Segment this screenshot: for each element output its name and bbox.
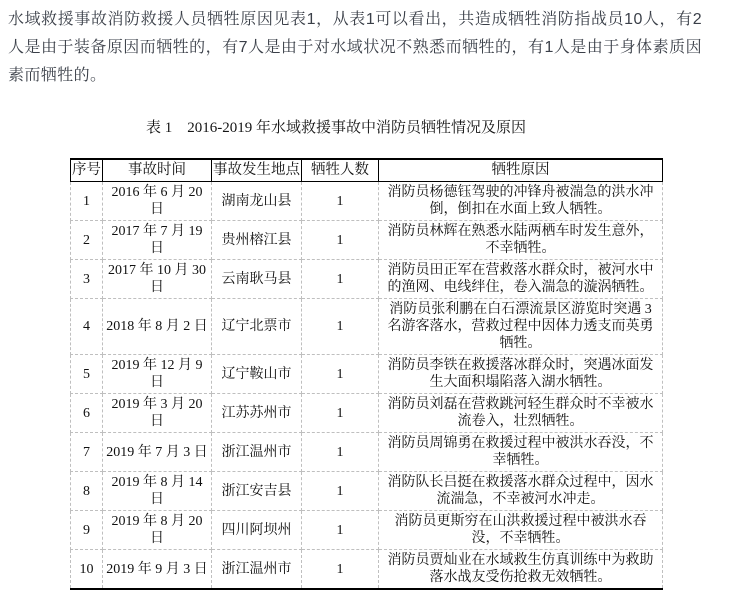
cell-time: 2016 年 6 月 20 日: [103, 182, 212, 221]
cell-index: 9: [71, 511, 103, 550]
table-row: [71, 394, 663, 433]
cell-location: 贵州榕江县: [212, 221, 302, 260]
cell-index: 1: [71, 182, 103, 221]
cell-cause: 消防员田正军在营救落水群众时，被河水中的渔网、电线绊住，卷入湍急的漩涡牺牲。: [379, 260, 663, 299]
cell-location: 辽宁北票市: [212, 299, 302, 355]
cell-deaths: 1: [302, 355, 379, 394]
cell-location: 辽宁鞍山市: [212, 355, 302, 394]
table-row: [71, 299, 663, 355]
table-row: [71, 472, 663, 511]
cell-location: 云南耿马县: [212, 260, 302, 299]
intro-paragraph: 水域救援事故消防救援人员牺牲原因见表1，从表1可以看出，共造成牺牲消防指战员10人，有2人是由于装备原因而牺牲的，有7人是由于对水域状况不熟悉而牺牲的，有1人是由于身体素质因素而牺牲的。: [8, 11, 702, 84]
cell-location: 江苏苏州市: [212, 394, 302, 433]
cell-deaths: 1: [302, 221, 379, 260]
cell-location: 湖南龙山县: [212, 182, 302, 221]
cell-cause: 消防员贾灿业在水域救生仿真训练中为救助落水战友受伤抢救无效牺牲。: [379, 550, 663, 590]
cell-index: 8: [71, 472, 103, 511]
col-header-index: 序号: [71, 159, 103, 182]
header-row: [71, 159, 663, 182]
cell-index: 7: [71, 433, 103, 472]
cell-cause: 消防员周锦勇在救援过程中被洪水吞没，不幸牺牲。: [379, 433, 663, 472]
cell-index: 3: [71, 260, 103, 299]
col-header-cause: 牺牲原因: [379, 159, 663, 182]
cell-deaths: 1: [302, 260, 379, 299]
cell-cause: 消防员张利鹏在白石漂流景区游览时突遇 3 名游客落水，营救过程中因体力透支而英勇牺牲。: [379, 299, 663, 355]
table-row: [71, 182, 663, 221]
cell-cause: 消防员更斯穷在山洪救援过程中被洪水吞没，不幸牺牲。: [379, 511, 663, 550]
table-row: [71, 433, 663, 472]
cell-time: 2019 年 8 月 14 日: [103, 472, 212, 511]
cell-cause: 消防员林辉在熟悉水陆两栖车时发生意外，不幸牺牲。: [379, 221, 663, 260]
cell-deaths: 1: [302, 433, 379, 472]
table-row: [71, 550, 663, 590]
cell-deaths: 1: [302, 472, 379, 511]
cell-location: 四川阿坝州: [212, 511, 302, 550]
table-row: [71, 260, 663, 299]
cell-time: 2017 年 7 月 19 日: [103, 221, 212, 260]
cell-index: 2: [71, 221, 103, 260]
cell-index: 6: [71, 394, 103, 433]
cell-time: 2018 年 8 月 2 日: [103, 299, 212, 355]
table-caption: 表 1 2016-2019 年水域救援事故中消防员牺牲情况及原因: [146, 120, 526, 136]
cell-time: 2019 年 3 月 20 日: [103, 394, 212, 433]
cell-deaths: 1: [302, 394, 379, 433]
col-header-location: 事故发生地点: [212, 159, 302, 182]
cell-location: 浙江温州市: [212, 550, 302, 590]
col-header-time: 事故时间: [103, 159, 212, 182]
table-row: [71, 221, 663, 260]
cell-index: 5: [71, 355, 103, 394]
cell-location: 浙江温州市: [212, 433, 302, 472]
cell-cause: 消防员杨德钰驾驶的冲锋舟被湍急的洪水冲倒，倒扣在水面上致人牺牲。: [379, 182, 663, 221]
cell-deaths: 1: [302, 299, 379, 355]
cell-deaths: 1: [302, 511, 379, 550]
casualty-table: [70, 158, 663, 590]
cell-time: 2019 年 9 月 3 日: [103, 550, 212, 590]
cell-location: 浙江安吉县: [212, 472, 302, 511]
cell-index: 10: [71, 550, 103, 590]
cell-cause: 消防员刘磊在营救跳河轻生群众时不幸被水流卷入，壮烈牺牲。: [379, 394, 663, 433]
cell-time: 2019 年 12 月 9 日: [103, 355, 212, 394]
col-header-deaths: 牺牲人数: [302, 159, 379, 182]
cell-deaths: 1: [302, 550, 379, 590]
cell-time: 2019 年 8 月 20 日: [103, 511, 212, 550]
cell-cause: 消防队长吕挺在救援落水群众过程中，因水流湍急，不幸被河水冲走。: [379, 472, 663, 511]
table-row: [71, 511, 663, 550]
cell-cause: 消防员李铁在救援落冰群众时，突遇冰面发生大面积塌陷落入湖水牺牲。: [379, 355, 663, 394]
cell-time: 2017 年 10 月 30 日: [103, 260, 212, 299]
cell-time: 2019 年 7 月 3 日: [103, 433, 212, 472]
cell-deaths: 1: [302, 182, 379, 221]
cell-index: 4: [71, 299, 103, 355]
table-row: [71, 355, 663, 394]
